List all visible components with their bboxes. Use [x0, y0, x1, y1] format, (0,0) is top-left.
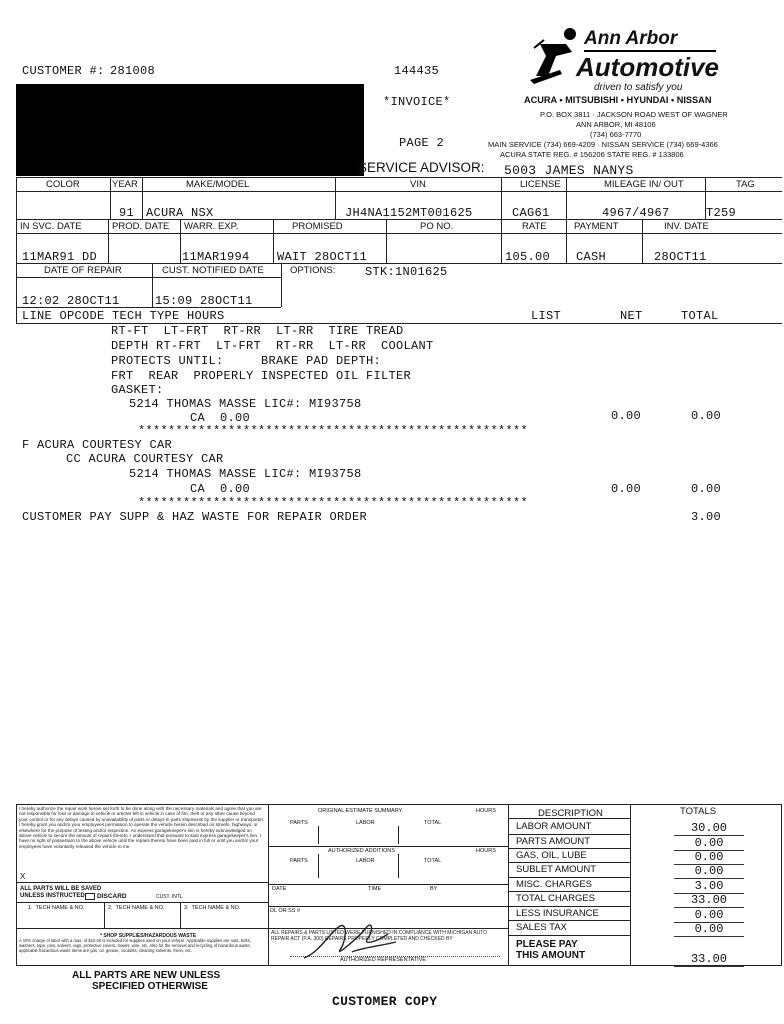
line1-total: 0.00 — [691, 409, 722, 423]
time-label: TIME — [368, 886, 382, 892]
line1-net: 0.00 — [611, 409, 642, 423]
authorized-rep-label: AUTHORIZED REPRESENTATIVE — [340, 957, 426, 963]
cust-intl-label: CUST. INTL — [156, 894, 183, 900]
description-header: DESCRIPTION — [538, 808, 603, 819]
date-of-repair: 12:02 28OCT11 — [22, 294, 120, 308]
total-charges-label: TOTAL CHARGES — [516, 893, 596, 904]
cust-notified-label: CUST. NOTIFIED DATE — [162, 265, 264, 276]
estimate-labor-label: LABOR — [356, 820, 375, 826]
year-label: YEAR — [112, 179, 138, 190]
list-item: RT-FT LT-FRT RT-RR LT-RR TIRE TREAD — [111, 324, 404, 338]
shop-supplies-text: A 10% charge of labor with a max. of $10.00 is included for supplies used on your vehicle. Applicable supplies are nuts, bolts, washers, tape, pins, solvent, rags, protective covers, towels, wire, etc. Also for the removal and recycling of hazardous waste, applicable hazardous waste items are gas, oil, grease, coolants, cleaning solvents, freon, etc. — [19, 938, 252, 953]
vehicle-license: CAG61 — [512, 206, 550, 220]
company-name-main: Automotive — [576, 52, 719, 82]
parts-amount-value: 0.00 — [674, 836, 744, 851]
license-label: LICENSE — [520, 179, 561, 190]
sublet-amount-value: 0.00 — [674, 864, 744, 879]
parts-saved-label: ALL PARTS WILL BE SAVED — [20, 886, 102, 892]
net-column-header: NET — [620, 309, 643, 323]
separator-stars: **************************************************** — [138, 496, 529, 510]
in-service-date-label: IN SVC. DATE — [20, 221, 82, 232]
customer-number: 281008 — [110, 64, 156, 78]
additions-labor-label: LABOR — [356, 858, 375, 864]
vehicle-tag: T259 — [706, 206, 737, 220]
new-parts-note-2: SPECIFIED OTHERWISE — [92, 981, 208, 992]
customer-number-label: CUSTOMER #: — [22, 64, 105, 78]
in-service-date: 11MAR91 DD — [22, 250, 98, 264]
company-brands: ACURA • MITSUBISHI • HYUNDAI • NISSAN — [524, 95, 712, 105]
payment-method: CASH — [576, 250, 607, 264]
invoice-date-label: INV. DATE — [664, 221, 709, 232]
warranty-exp-label: WARR. EXP. — [184, 221, 239, 232]
company-slogan: driven to satisfy you — [594, 82, 683, 93]
color-label: COLOR — [46, 179, 80, 190]
company-name-top: Ann Arbor — [584, 28, 678, 49]
company-phone: (734) 663-7770 — [590, 130, 642, 139]
company-address-1: P.O. BOX 3811 · JACKSON ROAD WEST OF WAGNER — [540, 110, 728, 119]
repair-order-number: 144435 — [394, 64, 440, 78]
additions-parts-label: PARTS — [290, 858, 308, 864]
estimate-total-label: TOTAL — [424, 820, 442, 826]
this-amount-label: THIS AMOUNT — [516, 950, 586, 961]
prod-date-label: PROD. DATE — [112, 221, 170, 232]
labor-amount-label: LABOR AMOUNT — [516, 821, 592, 832]
gas-oil-lube-value: 0.00 — [674, 850, 744, 865]
labor-rate: 105.00 — [505, 250, 551, 264]
page-number: PAGE 2 — [399, 136, 445, 150]
mileage-label: MILEAGE IN/ OUT — [604, 179, 684, 190]
options-label: OPTIONS: — [290, 265, 336, 276]
discard-checkbox[interactable] — [85, 893, 95, 900]
invoice-label: *INVOICE* — [383, 95, 451, 109]
options-value: STK:1N01625 — [365, 265, 448, 279]
authorization-text: I hereby authorize the repair work herein set forth to be done along with the necessary materials and agree that you are not responsible for loss or damage to vehicle or articles left in vehicle in case of fire, theft or any other cause beyond your control or for any delays caused by unavailability of parts or delays in parts shipments by the supplier or transporter. I hereby grant you and/or your employees permission to operate the vehicle herein described on streets, highways, or elsewhere for the purpose of testing and/or inspection. An express garagekeeper's lien is hereby acknowledged on above vehicle to secure the amount of repairs thereto. I understand that pursuant to said express garagekeeper's lien, I have no right of possession to the above vehicle until the repairs thereto have been paid in full or until you and/or your employees have voluntarily released the vehicle to me. — [19, 806, 265, 849]
date-of-repair-label: DATE OF REPAIR — [44, 265, 122, 276]
totals-header: TOTALS — [680, 806, 717, 817]
less-insurance-value: 0.00 — [674, 908, 744, 923]
list-item: CA 0.00 — [190, 482, 251, 496]
company-address-2: ANN ARBOR, MI 48106 — [576, 120, 656, 129]
date-label: DATE — [272, 886, 287, 892]
list-item: CUSTOMER PAY SUPP & HAZ WASTE FOR REPAIR ORDER — [22, 510, 368, 524]
list-item: 5214 THOMAS MASSE LIC#: MI93758 — [129, 397, 362, 411]
tech-name-3: 3. TECH NAME & NO. — [184, 905, 241, 911]
list-item: PROTECTS UNTIL: BRAKE PAD DEPTH: — [111, 354, 382, 368]
line2-net: 0.00 — [611, 482, 642, 496]
additions-total-label: TOTAL — [424, 858, 442, 864]
signature-x: X — [20, 872, 26, 881]
customer-copy-label: CUSTOMER COPY — [332, 994, 438, 1009]
vehicle-make-model: ACURA NSX — [146, 206, 214, 220]
sublet-amount-label: SUBLET AMOUNT — [516, 864, 597, 875]
tech-name-2: 2. TECH NAME & NO. — [108, 905, 165, 911]
total-charges-value: 33.00 — [674, 893, 744, 908]
po-number-label: PO NO. — [420, 221, 454, 232]
list-item: F ACURA COURTESY CAR — [22, 438, 173, 452]
total-column-header: TOTAL — [681, 309, 719, 323]
vin-label: VIN — [410, 179, 426, 190]
company-registration: ACURA STATE REG. # 156206 STATE REG. # 133806 — [500, 150, 684, 159]
company-service-phones: MAIN SERVICE (734) 669-4209 · NISSAN SERVICE (734) 669-4366 — [488, 140, 718, 149]
promised-value: WAIT 28OCT11 — [277, 250, 368, 264]
vehicle-mileage: 4967/4967 — [602, 206, 670, 220]
misc-charges-value: 3.00 — [674, 879, 744, 894]
less-insurance-label: LESS INSURANCE — [516, 908, 599, 919]
list-item: FRT REAR PROPERLY INSPECTED OIL FILTER — [111, 369, 412, 383]
list-item: DEPTH RT-FRT LT-FRT RT-RR LT-RR COOLANT — [111, 339, 434, 353]
discard-label: DISCARD — [97, 893, 127, 900]
list-item: CA 0.00 — [190, 411, 251, 425]
make-model-label: MAKE/MODEL — [186, 179, 250, 190]
estimate-parts-label: PARTS — [290, 820, 308, 826]
cust-notified-date: 15:09 28OCT11 — [155, 294, 253, 308]
shop-supplies-title: * SHOP SUPPLIES/HAZARDOUS WASTE — [100, 933, 197, 939]
lines-header: LINE OPCODE TECH TYPE HOURS — [22, 309, 225, 323]
list-item: 5214 THOMAS MASSE LIC#: MI93758 — [129, 467, 362, 481]
promised-label: PROMISED — [292, 221, 343, 232]
dl-ss-label: DL OR SS # — [270, 908, 301, 914]
list-item: GASKET: — [111, 383, 164, 397]
please-pay-value: 33.00 — [674, 952, 744, 967]
additions-hours-label: HOURS — [476, 848, 496, 854]
signature-graphic — [300, 912, 410, 964]
service-advisor-label: SERVICE ADVISOR: — [358, 160, 485, 175]
warranty-exp: 11MAR1994 — [182, 250, 250, 264]
rate-label: RATE — [522, 221, 547, 232]
separator-stars: **************************************************** — [138, 424, 529, 438]
compliance-text: ALL REPAIRS & PARTS LISTED WERE FURNISHED IN COMPLIANCE WITH MICHIGAN AUTO REPAIR ACT (P.A. 300) REPAIRS PROPERLY COMPLETED AND CHECKED BY — [271, 930, 488, 942]
unless-instructed-label: UNLESS INSTRUCTED — [20, 893, 85, 899]
vehicle-vin: JH4NA1152MT001625 — [345, 206, 473, 220]
gas-oil-lube-label: GAS, OIL, LUBE — [516, 850, 587, 861]
vehicle-year: 91 — [119, 206, 135, 220]
parts-amount-label: PARTS AMOUNT — [516, 836, 591, 847]
by-label: BY — [430, 886, 438, 892]
invoice-date: 28OCT11 — [654, 250, 707, 264]
please-pay-label: PLEASE PAY — [516, 939, 578, 950]
misc-charges-label: MISC. CHARGES — [516, 879, 593, 890]
labor-amount-value: 30.00 — [674, 821, 744, 836]
payment-label: PAYMENT — [574, 221, 619, 232]
list-item: CC ACURA COURTESY CAR — [66, 452, 224, 466]
list-column-header: LIST — [531, 309, 562, 323]
estimate-summary-label: ORIGINAL ESTIMATE SUMMARY — [318, 808, 403, 814]
redacted-customer-info — [16, 84, 364, 176]
line2-total: 0.00 — [691, 482, 722, 496]
new-parts-note-1: ALL PARTS ARE NEW UNLESS — [72, 970, 221, 981]
sales-tax-label: SALES TAX — [516, 922, 567, 933]
estimate-hours-label: HOURS — [476, 808, 496, 814]
authorized-additions-label: AUTHORIZED ADDITIONS — [328, 848, 395, 854]
service-advisor-value: 5003 JAMES NANYS — [504, 163, 634, 178]
tag-label: TAG — [736, 179, 755, 190]
tech-name-1: 1. TECH NAME & NO. — [28, 905, 85, 911]
sales-tax-value: 0.00 — [674, 922, 744, 937]
haz-waste-total: 3.00 — [691, 510, 722, 524]
